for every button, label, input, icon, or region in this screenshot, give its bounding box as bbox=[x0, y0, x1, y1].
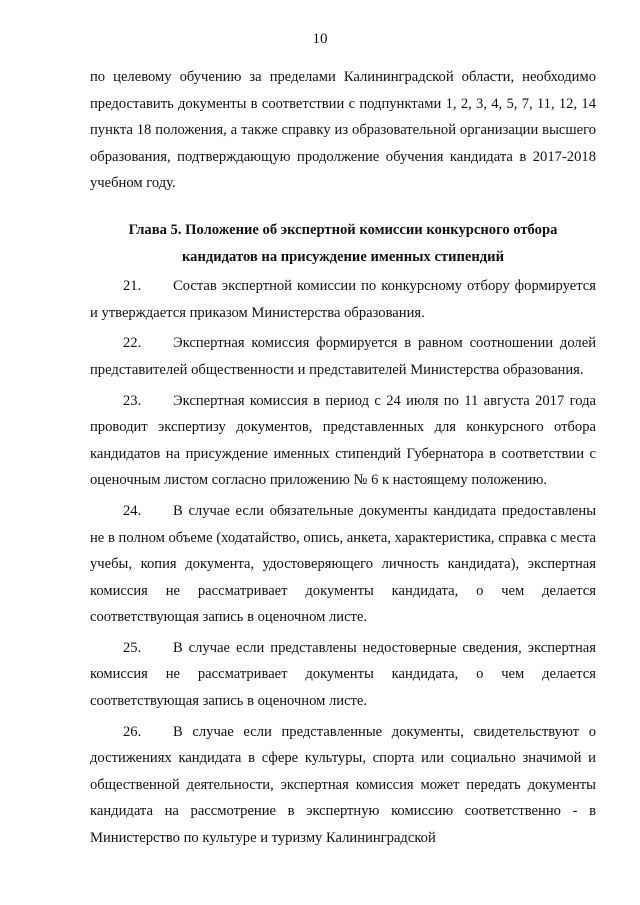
paragraph-number: 22. bbox=[123, 335, 142, 352]
paragraph-24 bbox=[90, 498, 596, 631]
paragraph-text: В случае если обязательные документы кандидата предоставлены не в полном объеме (ходатайство, опись, анкета, характеристика, справка с места учебы, копия документа, удостоверяющего личность кандидата), экспертная комиссия не рассматривает документы кандидата, о чем делается соответствующая запись в оценочном листе. bbox=[90, 502, 596, 626]
paragraph-text: Экспертная комиссия в период с 24 июля по 11 августа 2017 года проводит экспертизу документов, представленных для конкурсного отбора кандидатов на присуждение именных стипендий Губернатора в соответствии с оценочным листом согласно приложению № 6 к настоящему положению. bbox=[90, 392, 596, 489]
paragraph-26 bbox=[90, 719, 596, 852]
paragraph-number: 26. bbox=[123, 723, 142, 740]
paragraph-text: В случае если представлены недостоверные сведения, экспертная комиссия не рассматривает документы кандидата, о чем делается соответствующая запись в оценочном листе. bbox=[90, 639, 596, 710]
paragraph-text: Экспертная комиссия формируется в равном соотношении долей представителей общественности и представителей Министерства образования. bbox=[90, 335, 596, 378]
page-number: 10 bbox=[312, 31, 328, 47]
paragraph-text: В случае если представленные документы, свидетельствуют о достижениях кандидата в сфере культуры, спорта или социально значимой и общественной деятельности, экспертная комиссия может передать документы кандидата на рассмотрение в экспертную комиссию соответственно - в Министерство по культуре и туризму Калининградской bbox=[90, 723, 596, 847]
paragraph-number: 25. bbox=[123, 639, 142, 656]
chapter-heading: Глава 5. Положение об экспертной комиссии конкурсного отбора кандидатов на присуждение именных стипендий bbox=[128, 221, 558, 265]
continued-paragraph: по целевому обучению за пределами Калининградской области, необходимо предоставить документы в соответствии с подпунктами 1, 2, 3, 4, 5, 7, 11, 12, 14 пункта 18 положения, а также справку из образовательной организации высшего образования, подтверждающую продолжение обучения кандидата в 2017-2018 учебном году. bbox=[90, 69, 596, 192]
paragraph-number: 24. bbox=[123, 502, 142, 519]
paragraph-number: 23. bbox=[123, 392, 142, 409]
paragraph-text: Состав экспертной комиссии по конкурсному отбору формируется и утверждается приказом Министерства образования. bbox=[90, 278, 596, 321]
paragraph-number: 21. bbox=[123, 278, 142, 295]
paragraph-23 bbox=[90, 388, 596, 494]
paragraph-22 bbox=[90, 330, 596, 383]
paragraph-25 bbox=[90, 635, 596, 715]
paragraph-21 bbox=[90, 273, 596, 326]
page-body bbox=[90, 64, 596, 856]
